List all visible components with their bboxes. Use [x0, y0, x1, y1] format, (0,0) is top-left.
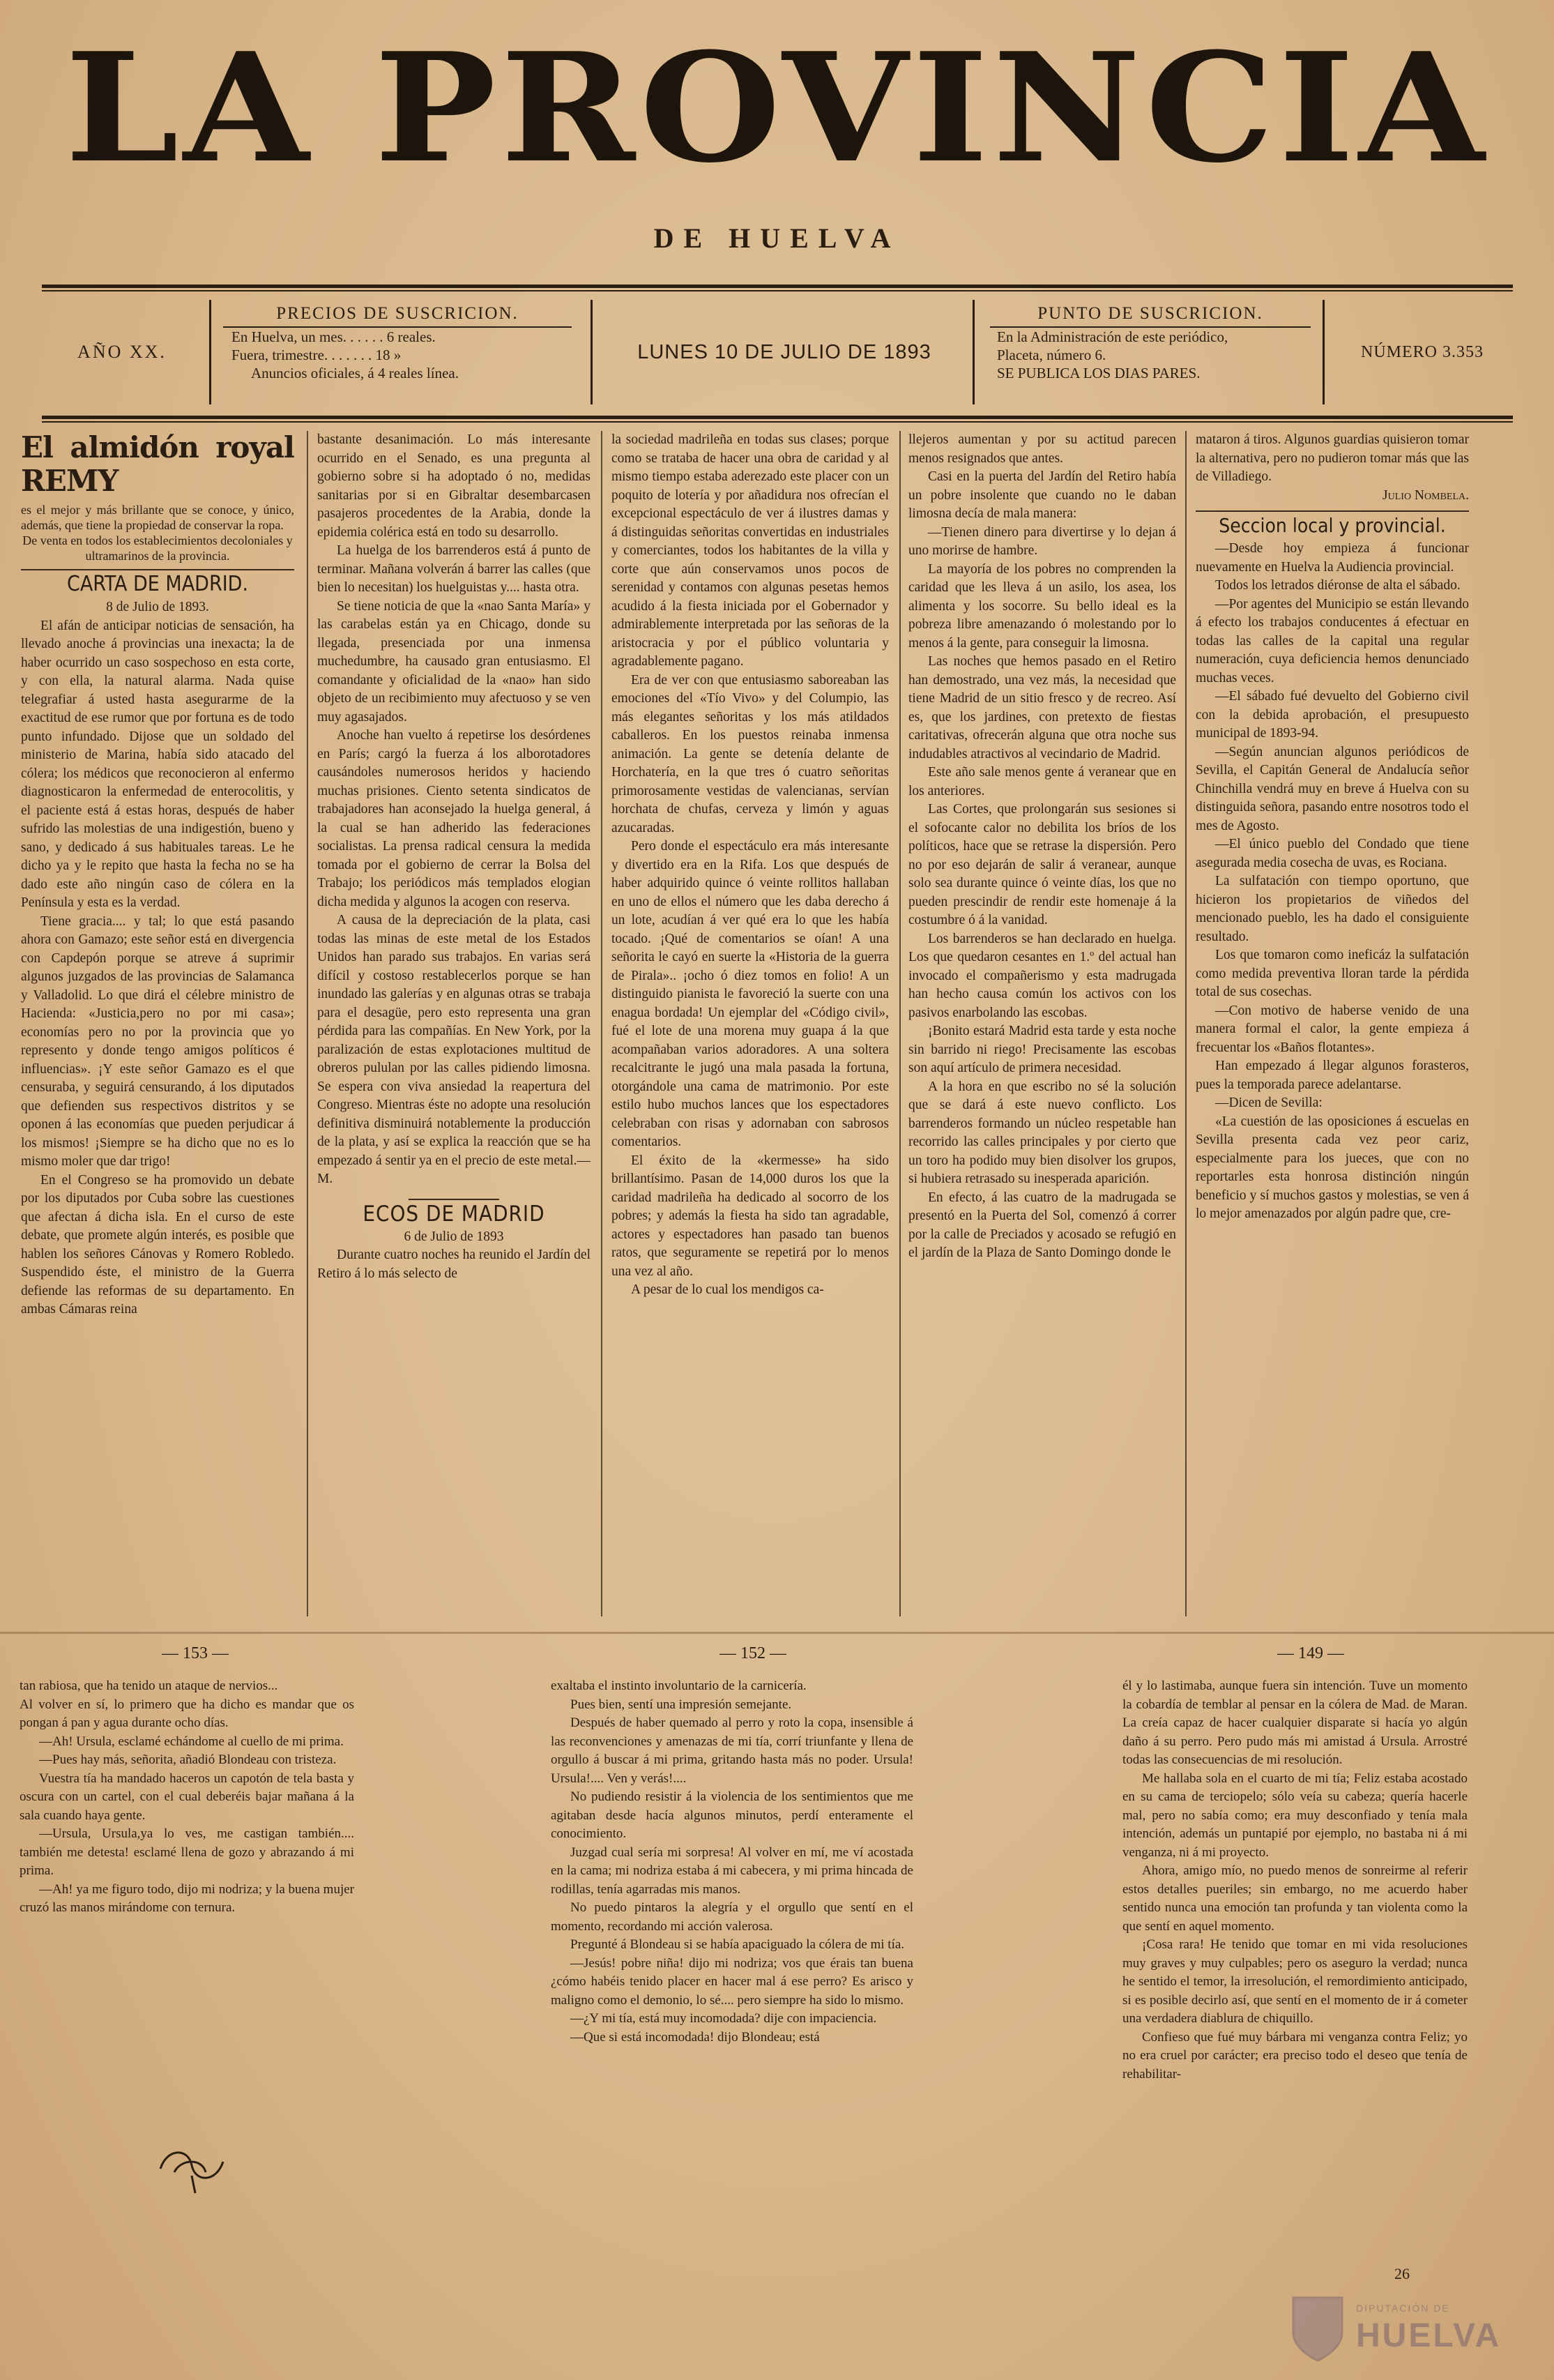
paragraph: A causa de la depreciación de la plata, casi todas las minas de este metal de los Estados Unidos han parado sus trabajos. En varias será difícil y costoso restablecerlos porque se han inundado las galerías y en algunas otras se trabaja para el desagüe, pero esto representa una gran pérdida para las compañías. En New York, por la paralización de estas explotaciones multitud de obreros pululan por las calles pidiendo limosna. Se espera con viva ansiedad la reapertura del Congreso. Mientras éste no adopte una resolución definitiva disminuirá notablemente la producción de la plata, y así se explica la reacción que se ha empezado á sentir ya en el precio de este metal.—M. — [317, 913, 591, 1186]
paragraph: —Jesús! pobre niña! dijo mi nodriza; vos que érais tan buena ¿cómo habéis tenido placer en hacer mal á ese perro? Es arisco y maligno como el demonio, lo sé.... pero siempre ha sido lo mismo. — [551, 1955, 913, 2008]
shield-icon — [1290, 2294, 1346, 2364]
paragraph: —Pues hay más, señorita, añadió Blondeau con tristeza. — [39, 1752, 337, 1767]
punto-line: SE PUBLICA LOS DIAS PARES. — [997, 365, 1201, 381]
column-rule — [899, 431, 901, 1616]
info-bar — [42, 293, 1513, 411]
punto-line: En la Administración de este periódico, — [997, 328, 1228, 345]
paragraph: Durante cuatro noches ha reunido el Jardín del Retiro á lo más selecto de — [317, 1248, 591, 1281]
paragraph: Era de ver con que entusiasmo saboreaban las emociones del «Tío Vivo» y del Columpio, las más elegantes señoritas y los más atildados caballeros. En los puestos reinaba inmensa animación. La gente se detenía delante de Horchatería, en la que tres ó cuatro señoritas primorosamente vestidas de valencianas, servían horchata de chufas, cerveza y limón y aguas azucaradas. — [611, 672, 889, 835]
paragraph: bastante desanimación. Lo más interesante ocurrido en el Senado, es una pregunta al gobierno sobre si ha adoptado ó no, medidas sanitarias por si en Gibraltar desembarcasen pasajeros procedentes de la Arabia, donde la epidemia colérica está en todo su desarrollo. — [317, 432, 591, 540]
subscription-point — [976, 293, 1325, 411]
paragraph: —Desde hoy empieza á funcionar nuevamente en Huelva la Audiencia provincial. — [1196, 541, 1469, 575]
paragraph: Los que tomaron como ineficáz la sulfatación como medida preventiva lloran tarde la pérdida total de sus cosechas. — [1196, 948, 1469, 999]
prices-line: Anuncios oficiales, á 4 reales línea. — [251, 365, 459, 381]
paragraph: Los barrenderos se han declarado en huelga. Los que quedaron cesantes en 1.º del actual han invocado el compañerismo y esta madrugada han hecho causa común los activos con los pasivos enarbolando las escobas. — [908, 931, 1176, 1020]
paragraph: la sociedad madrileña en todas sus clases; porque como se trataba de hacer una obra de caridad y al mismo tiempo estaba aderezado este placer con un poquito de lotería y por añadidura nos ofrecían el excepcional espectáculo de ver á ilustres damas y á distinguidas señoritas convertidas en industriales y comerciantes, todos los habitantes de la villa y corte que aún conservamos unos pocos de serenidad y contamos con algunas pesetas hemos acudido á la fiesta iniciada por el Gobernador y admirablemente interpretada por las señoras de la aristocracia y por el público voluntaria y agradablemente pagano. — [611, 432, 889, 669]
paragraph: Este año sale menos gente á veranear que en los anteriores. — [908, 765, 1176, 798]
paragraph: A la hora en que escribo no sé la solución que se dará á este nuevo conflicto. Los barrenderos formando un núcleo respetable han recorrido las calles principales y por cierto que un toro ha podido muy bien disolver los grupos, si hubiera retrasado su inesperada aparición. — [908, 1079, 1176, 1186]
header-bottom-rule-thin — [42, 421, 1513, 423]
punto-title: PUNTO DE SUSCRICION. — [990, 304, 1311, 328]
paragraph: —Ah! Ursula, esclamé echándome al cuello de mi prima. — [39, 1734, 344, 1749]
folletin-column-2 — [551, 1677, 913, 2047]
paragraph: A pesar de lo cual los mendigos ca- — [631, 1282, 824, 1297]
paragraph: —Tienen dinero para divertirse y lo dejan á uno morirse de hambre. — [908, 524, 1176, 558]
ad-text: es el mejor y más brillante que se conoce, y único, además, que tiene la propiedad de conservar la ropa. — [21, 503, 294, 532]
paragraph: —Ah! ya me figuro todo, dijo mi nodriza; y la buena mujer cruzó las manos mirándome con ternura. — [20, 1881, 354, 1915]
page-number: 26 — [1394, 2265, 1410, 2282]
paragraph: —El único pueblo del Condado que tiene asegurada media cosecha de uvas, es Rociana. — [1196, 837, 1469, 870]
paragraph: él y lo lastimaba, aunque fuera sin intención. Tuve un momento la cobardía de temblar al pensar en la cólera de Mad. de Maran. La creía capaz de hacer cualquier disparate si hacía yo algún daño á su perro. Pero pudo más mi amistad á Ursula. Arrostré todas las consecuencias de mi resolución. — [1122, 1678, 1468, 1767]
divider — [21, 569, 294, 570]
column-1 — [21, 431, 294, 1319]
paragraph: Casi en la puerta del Jardín del Retiro había un pobre insolente que cuando no le daban limosna decía de mala manera: — [908, 469, 1176, 521]
paragraph: —Ursula, Ursula,ya lo ves, me castigan también.... también me detesta! esclamé llena de gozo y abrazando á mi prima. — [20, 1826, 354, 1878]
dateline: 6 de Julio de 1893 — [404, 1229, 504, 1244]
paragraph: La mayoría de los pobres no comprenden la caridad que les lleva á un asilo, los asea, los alimenta y los socorre. Su bello ideal es la pobreza libre amenazando ó molestando por lo menos á la gente, para conseguir la limosna. — [908, 561, 1176, 651]
paragraph: Pues bien, sentí una impresión semejante. — [570, 1697, 792, 1712]
paragraph: Anoche han vuelto á repetirse los desórdenes en París; cargó la fuerza á los alborotadores causándoles numerosos heridos y haciendo muchas prisiones. Ciento setenta sindicatos de trabajadores han aconsejado la huelga general, á la cual se han adherido las federaciones socialistas. La prensa radical censura la medida tomada por el gobierno de cerrar la Bolsa del Trabajo; los periódicos más templados elogian dicha medida y algunos la acogen con reserva. — [317, 728, 591, 909]
folletin-page-number: — 153 — — [162, 1644, 229, 1662]
paragraph: Confieso que fué muy bárbara mi venganza contra Feliz; yo no era cruel por carácter; era preciso todo el deseo que tenía de rehabilitar- — [1122, 2029, 1468, 2082]
paragraph: Las noches que hemos pasado en el Retiro han demostrado, una vez más, la necesidad que tiene Madrid de un sitio fresco y de recreo. Así es, que los jardines, con pretexto de fiestas caritativas, ofrecerán alguna que otra noche sus indudables atractivos al vecindario de Madrid. — [908, 654, 1176, 761]
paragraph: En efecto, á las cuatro de la madrugada se presentó en la Puerta del Sol, comenzó á correr por la calle de Preciados y acosado se refugió en el jardín de la Plaza de Santo Domingo donde le — [908, 1190, 1176, 1260]
divider — [1323, 300, 1325, 404]
paragraph: —Con motivo de haberse venido de una manera formal el calor, la gente empieza á frecuentar los «Baños flotantes». — [1196, 1003, 1469, 1055]
paragraph: Vuestra tía ha mandado haceros un capotón de tela basta y oscura con un cartel, con el cual deberéis bajar mañana á la sala cuando haya gente. — [20, 1771, 354, 1823]
year-label: AÑO XX. — [77, 342, 167, 362]
paragraph: No puedo pintaros la alegría y el orgullo que sentí en el momento, recordando mi acción valerosa. — [551, 1900, 913, 1934]
divider — [209, 300, 211, 404]
ad-text: De venta en todos los establecimientos decoloniales y ultramarinos de la provincia. — [22, 533, 293, 563]
paragraph: —Por agentes del Municipio se están llevando á efecto los trabajos conducentes á efectuar en todas las calles de la capital una regular numeración, cuya deficiencia hemos denunciado muchas veces. — [1196, 596, 1469, 685]
ornament-icon — [153, 2141, 237, 2197]
divider — [591, 300, 593, 404]
folletin-page-number: — 152 — — [719, 1644, 786, 1662]
paragraph: La huelga de los barrenderos está á punto de terminar. Mañana volverán á barrer las calles (que bien lo necesitan) los huelguistas y.... hasta otra. — [317, 543, 591, 595]
paragraph: Se tiene noticia de que la «nao Santa María» y las carabelas están ya en Chicago, donde su llegada, presenciada por una inmensa muchedumbre, ha causado gran entusiasmo. El comandante y oficialidad de la «nao» han sido objeto de un recibimiento muy afectuoso y se ven muy agasajados. — [317, 598, 591, 725]
divider — [973, 300, 975, 404]
column-4 — [908, 431, 1176, 1263]
top-rule-thin — [42, 290, 1513, 291]
masthead-subtitle: DE HUELVA — [653, 222, 901, 254]
paragraph: Después de haber quemado al perro y roto la copa, insensible á las reconvenciones y amenazas de mi tía, corrí triunfante y llena de orgullo á buscar á mi prima, gritando hasta más no poder. Ursula! Ursula!.... Ven y verás!.... — [551, 1715, 913, 1786]
paragraph: Tiene gracia.... y tal; lo que está pasando ahora con Gamazo; este señor está en divergencia con Capdepón porque se atreve á suprimir algunos juzgados de las provincias de Salamanca y Valladolid. Lo que dirá el célebre ministro de Hacienda: «Justicia,pero no por mi casa»; economías pero no por la provincia que yo represento y donde tengo amigos políticos é influencias». ¡Y este señor Gamazo es el que censuraba, y seguirá censurando, á los diputados que defienden sus respectivos distritos y se oponen á las economías que pueden perjudicar á los mismos! ¡Siempre se ha dicho que no es lo mismo moler que dar trigo! — [21, 914, 294, 1169]
column-rule — [307, 431, 308, 1616]
watermark-line: HUELVA — [1356, 2317, 1502, 2354]
column-5 — [1196, 431, 1469, 1224]
paragraph: exaltaba el instinto involuntario de la carnicería. — [551, 1678, 807, 1693]
issue-date: LUNES 10 DE JULIO DE 1893 — [637, 341, 931, 363]
top-rule — [42, 285, 1513, 288]
paragraph: tan rabiosa, que ha tenido un ataque de nervios... — [20, 1678, 278, 1693]
folletin-column-3 — [1122, 1677, 1468, 2084]
paragraph: No pudiendo resistir á la violencia de los sentimientos que me agitaban desde hacía algunos minutos, perdí enteramente el conocimiento. — [551, 1789, 913, 1841]
punto-line: Placeta, número 6. — [997, 347, 1106, 363]
dateline: 8 de Julio de 1893. — [106, 600, 209, 614]
folletin-column-1 — [20, 1677, 354, 1918]
column-rule — [1185, 431, 1187, 1616]
paragraph: —¿Y mi tía, está muy incomodada? dije con impaciencia. — [570, 2011, 877, 2026]
paragraph: El éxito de la «kermesse» ha sido brillantísimo. Pasan de 14,000 duros los que la caridad madrileña ha dedicado al socorro de los pobres; y además la fiesta ha sido tan agradable, actores y espectadores han pasado tan buenos ratos, que seguramente se repetirá por lo menos una vez al año. — [611, 1153, 889, 1279]
paragraph: —Dicen de Sevilla: — [1215, 1096, 1323, 1110]
issue-number: NÚMERO 3.353 — [1360, 343, 1484, 361]
paragraph: ¡Cosa rara! He tenido que tomar en mi vida resoluciones muy graves y muy culpables; pero os aseguro la verdad; nunca he sentido el temor, la irresolución, el remordimiento anticipado, si es posible decirlo así, que sentí en el momento de ir á cometer una verdadera diablura de chiquillo. — [1122, 1937, 1468, 2026]
paragraph: mataron á tiros. Algunos guardias quisieron tomar la alternativa, pero no pudieron tomar más que las de Villadiego. — [1196, 432, 1469, 484]
paragraph: El afán de anticipar noticias de sensación, ha llevado anoche á provincias una inexacta; la de haber ocurrido un caso sospechoso en esta corte, y con ella, la natural alarma. Nada quise telegrafiar á usted hasta asegurarme de la exactitud de ese rumor que por fortuna es de todo punto infundado. Dijose que un soldado del ministerio de Marina, había sido atacado del cólera; los médicos que reconocieron al enfermo diagnosticaron la enfermedad de enterocolitis, y el paciente está á estas horas, después de haber sufrido las molestias de una indigestión, bueno y sano, y dedicado á sus habituales tareas. Le he dicho ya y le repito que hasta la fecha no se ha dado este año ningún caso de cólera en la Península y esta es la verdad. — [21, 618, 294, 910]
prices-line: En Huelva, un mes. . . . . . 6 reales. — [231, 328, 436, 345]
header-bottom-rule — [42, 416, 1513, 419]
paragraph: Me hallaba sola en el cuarto de mi tía; Feliz estaba acostado en su cama de terciopelo; sólo veía su cabeza; quería hacerle mal, pero no sabía como; era muy desconfiado y tenía mala intención, además un puntapié por ejemplo, no bastaba ni á mi venganza, ni á mi proyecto. — [1122, 1771, 1468, 1860]
paragraph: Han empezado á llegar algunos forasteros, pues la temporada parece adelantarse. — [1196, 1059, 1469, 1092]
paragraph: Al volver en sí, lo primero que ha dicho es mandar que os pongan á pan y agua durante ocho días. — [20, 1697, 354, 1730]
ad-title: El almidón royal REMY — [21, 430, 294, 498]
paragraph: —El sábado fué devuelto del Gobierno civil con la debida aprobación, el presupuesto municipal de 1893-94. — [1196, 689, 1469, 741]
masthead-title: LA PROVINCIA — [65, 20, 1489, 196]
section-title: ECOS DE MADRID — [363, 1201, 545, 1227]
prices-line: Fuera, trimestre. . . . . . . 18 » — [231, 347, 402, 363]
watermark-line: DIPUTACIÓN DE — [1356, 2303, 1450, 2314]
paragraph: —Según anuncian algunos periódicos de Sevilla, el Capitán General de Andalucía señor Chinchilla vendrá muy en breve á Huelva con su distinguida señora, pasando entre nosotros todo el mes de Agosto. — [1196, 744, 1469, 833]
folletin-separator — [0, 1632, 1554, 1634]
section-title: Seccion local y provincial. — [1219, 514, 1446, 537]
paragraph: En el Congreso se ha promovido un debate por los diputados por Cuba sobre las cuestiones que afectan á dicha isla. En el curso de este debate, que promete algún interés, es posible que hablen los señores Cánovas y Romero Robledo. Suspendido éste, el ministro de la Guerra defiende las reformas de su departamento. En ambas Cámaras reina — [21, 1172, 294, 1317]
paragraph: ¡Bonito estará Madrid esta tarde y esta noche sin barrido ni riego! Precisamente las escobas son aquí artículo de primera necesidad. — [908, 1024, 1176, 1075]
paragraph: Las Cortes, que prolongarán sus sesiones si el sofocante calor no debilita los bríos de los políticos, hace que se retrase la dispersión. Pero no por eso dejarán de salir á veranear, aunque solo sea durante quince ó veinte días, los que no pueden prescindir de rendir este homenaje á la costumbre ó á la vanidad. — [908, 802, 1176, 927]
column-3 — [611, 431, 889, 1300]
paragraph: La sulfatación con tiempo oportuno, que hicieron los propietarios de viñedos del mencionado pueblo, les ha dado el consiguiente resultado. — [1196, 874, 1469, 944]
signature: Julio Nombela. — [1382, 487, 1469, 503]
paragraph: llejeros aumentan y por su actitud parecen menos resignados que antes. — [908, 432, 1176, 466]
paragraph: Ahora, amigo mío, no puedo menos de sonreirme al referir estos detalles pueriles; sin embargo, no me acuerdo haber sentido nunca una emoción tan profunda y tan violenta como la que sentí en aquel momento. — [1122, 1863, 1468, 1934]
paragraph: Pregunté á Blondeau si se había apaciguado la cólera de mi tía. — [570, 1937, 905, 1952]
paragraph: Todos los letrados diéronse de alta el sábado. — [1215, 578, 1461, 593]
prices-title: PRECIOS DE SUSCRICION. — [223, 304, 572, 328]
archive-watermark — [1290, 2287, 1541, 2371]
paragraph: —Que si está incomodada! dijo Blondeau; está — [570, 2029, 820, 2045]
column-2 — [317, 431, 591, 1283]
folletin-page-number: — 149 — — [1277, 1644, 1344, 1662]
paragraph: Juzgad cual sería mi sorpresa! Al volver en mí, me ví acostada en la cama; mi nodriza estaba á mi cabecera, y mi prima hincada de rodillas, tenía agarradas mis manos. — [551, 1844, 913, 1897]
paragraph: Pero donde el espectáculo era más interesante y divertido era en la Rifa. Los que después de haber adquirido quince ó veinte rollitos hallaban en uno de ellos el número que les daba derecho á un lote, acudían á ver qué era lo que les había tocado. ¡Qué de comentarios se oían! A una señorita le cayó en suerte la «Historia de la guerra de Pirala».. ¡ocho ó diez tomos en folio! A un distinguido pianista le favoreció la suerte con una enagua bordada! Un ejemplar del «Código civil», fué el lote de una morena muy guapa á la que acompañaban varios adoradores. A una soltera recalcitrante le jugó una mala pasada la fortuna, otorgándole una cama de matrimonio. Por este estilo hubo muchos lances que los espectadores celebraban con risas y adornaban con sabrosos comentarios. — [611, 839, 889, 1149]
paragraph: «La cuestión de las oposiciones á escuelas en Sevilla presenta cada vez peor cariz, especialmente para los jueces, que con no reportarles esta honrosa distinción ningún beneficio y sí muchos gastos y molestias, se ven á lo mejor amenazados por algún padre que, cre- — [1196, 1114, 1469, 1221]
section-title: CARTA DE MADRID. — [66, 572, 249, 596]
column-rule — [601, 431, 602, 1616]
subscription-prices — [209, 293, 586, 411]
